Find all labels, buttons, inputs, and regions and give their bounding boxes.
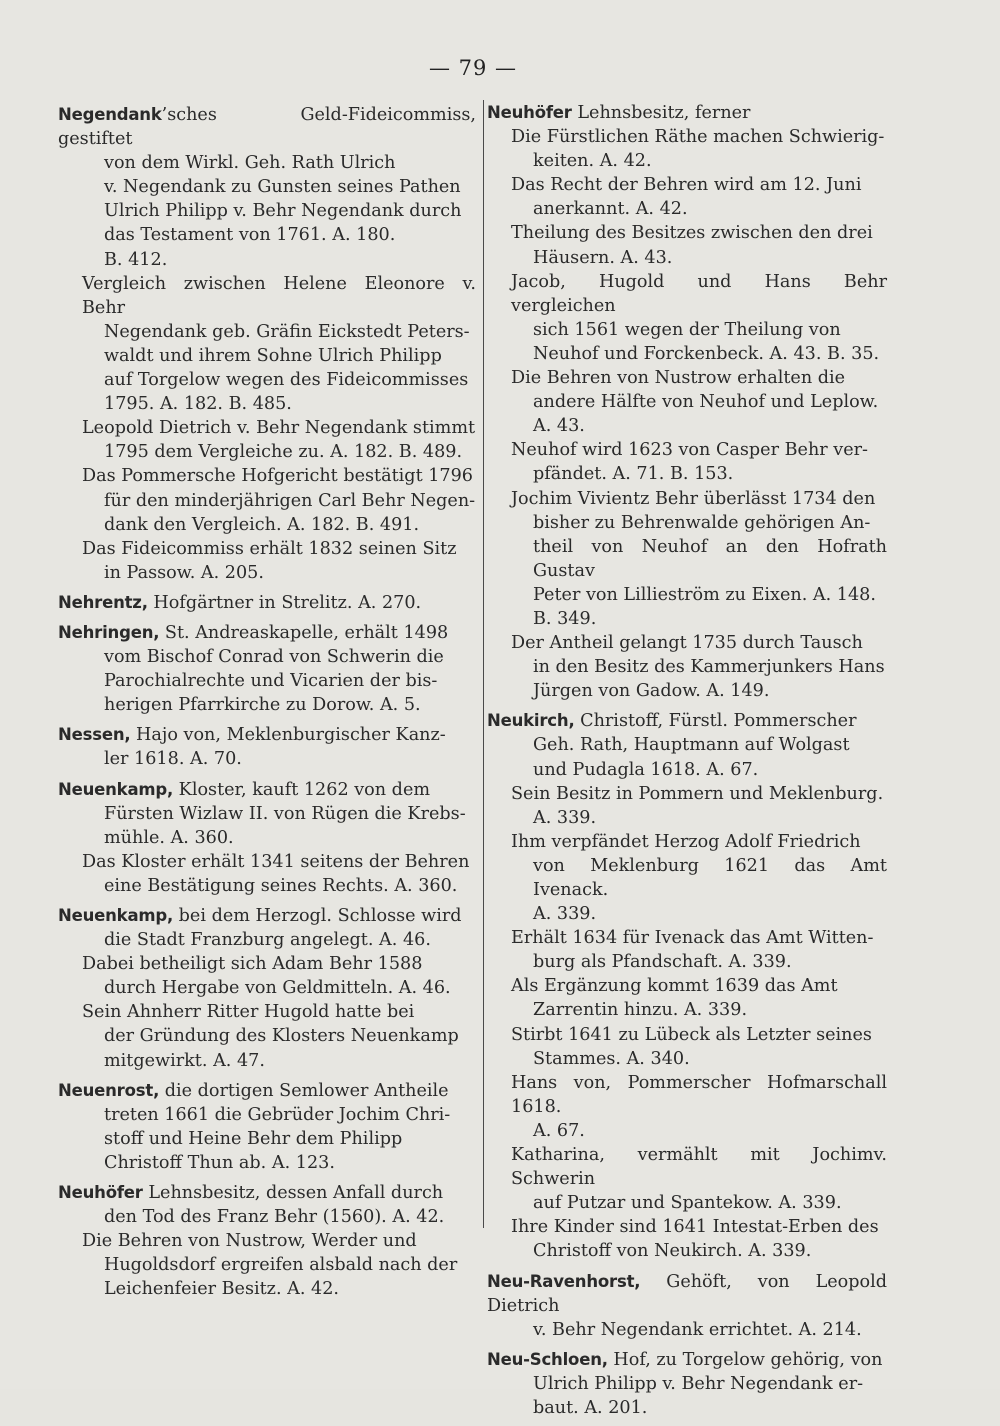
entry-headword: Neuhöfer: [487, 103, 572, 122]
entry-line: v. Behr Negendank errichtet. A. 214.: [533, 1319, 862, 1340]
sub-entry-line: Das Kloster erhält 1341 seitens der Behren: [82, 851, 470, 872]
sub-entry-line: keiten. A. 42.: [533, 151, 652, 172]
sub-entry-line: Ihm verpfändet Herzog Adolf Friedrich: [511, 831, 861, 852]
sub-entry-line: Häusern. A. 43.: [533, 247, 673, 268]
entry-headword: Nehrentz,: [58, 592, 148, 612]
entry-headword: Neu-Ravenhorst,: [487, 1271, 641, 1291]
sub-entry-line: für den minderjährigen Carl Behr Negen-: [104, 490, 476, 511]
sub-entry-line: mitgewirkt. A. 47.: [104, 1050, 265, 1071]
index-entry: [487, 709, 887, 1263]
entry-headword: Neuenkamp,: [58, 906, 174, 925]
entry-line: [58, 904, 476, 928]
left-column: [58, 103, 476, 1308]
entry-line: [58, 103, 476, 151]
sub-entry-line: Erhält 1634 für Ivenack das Amt Witten-: [511, 928, 874, 949]
entry-line: Christoff Thun ab. A. 123.: [104, 1152, 335, 1173]
sub-entry-line: auf Putzar und Spantekow. A. 339.: [533, 1193, 842, 1214]
sub-entry-line: theil von Neuhof an den Hofrath Gustav: [533, 536, 887, 581]
entry-headword: Nessen,: [58, 725, 131, 745]
entry-line: [487, 101, 887, 125]
entry-text: bei dem Herzogl. Schlosse wird: [173, 906, 462, 926]
sub-entry-line: Leopold Dietrich v. Behr Negendank stimmt: [82, 418, 476, 439]
sub-entry-line: A. 339.: [533, 807, 597, 828]
entry-line: den Tod des Franz Behr (1560). A. 42.: [104, 1207, 445, 1228]
entry-text: ’sches Geld-Fideicommiss, gestiftet: [58, 105, 476, 150]
sub-entry-line: Hans von, Pommerscher Hofmarschall 1618.: [511, 1072, 887, 1117]
sub-entry-line: A. 339.: [533, 904, 597, 925]
sub-entry-line: Ihre Kinder sind 1641 Intestat-Erben des: [511, 1217, 879, 1238]
entry-headword: Neuenrost,: [58, 1080, 160, 1100]
sub-entry-line: Das Recht der Behren wird am 12. Juni: [511, 175, 862, 196]
index-entry: [58, 591, 476, 615]
entry-line: die Stadt Franzburg angelegt. A. 46.: [104, 930, 431, 951]
entry-line: mühle. A. 360.: [104, 827, 234, 848]
entry-headword: Negendank: [58, 105, 162, 124]
entry-text: Christoff, Fürstl. Pommerscher: [574, 711, 857, 732]
sub-entry-line: Zarrentin hinzu. A. 339.: [533, 1000, 748, 1021]
sub-entry-line: Die Fürstlichen Räthe machen Schwierig-: [511, 127, 885, 148]
sub-entry-line: Sein Besitz in Pommern und Meklenburg.: [511, 783, 884, 804]
entry-line: und Pudagla 1618. A. 67.: [533, 759, 759, 780]
sub-entry-line: B. 349.: [533, 608, 597, 629]
sub-entry-line: Die Behren von Nustrow, Werder und: [82, 1231, 417, 1252]
entry-headword: Neu-Schloen,: [487, 1349, 608, 1369]
entry-line: [58, 621, 476, 645]
entry-line: ler 1618. A. 70.: [104, 749, 242, 770]
entry-text: Lehnsbesitz, ferner: [571, 103, 751, 123]
sub-entry-line: Neuhof wird 1623 von Casper Behr ver-: [511, 440, 868, 461]
index-entry: [487, 1270, 887, 1342]
entry-line: [58, 591, 476, 615]
sub-entry-line: Peter von Lillieström zu Eixen. A. 148.: [533, 584, 876, 605]
sub-entry-line: andere Hälfte von Neuhof und Leplow.: [533, 392, 879, 413]
entry-line: [487, 1348, 887, 1372]
entry-line: Ulrich Philipp v. Behr Negendank er-: [533, 1373, 864, 1394]
entry-line: Ulrich Philipp v. Behr Negendank durch: [104, 201, 462, 222]
entry-text: St. Andreaskapelle, erhält 1498: [159, 622, 449, 643]
sub-entry-line: von Meklenburg 1621 das Amt Ivenack.: [533, 855, 887, 900]
index-entry: [58, 1079, 476, 1175]
page-number: — 79 —: [428, 56, 518, 80]
sub-entry-line: Jochim Vivientz Behr überlässt 1734 den: [511, 488, 876, 509]
sub-entry-line: bisher zu Behrenwalde gehörigen An-: [533, 512, 871, 533]
sub-entry-line: burg als Pfandschaft. A. 339.: [533, 952, 792, 973]
entry-line: treten 1661 die Gebrüder Jochim Chri-: [104, 1104, 451, 1125]
sub-entry-line: Christoff von Neukirch. A. 339.: [533, 1241, 812, 1262]
index-entry: [58, 1181, 476, 1301]
index-entry: [58, 778, 476, 898]
column-divider: [483, 100, 484, 1228]
sub-entry-line: Dabei betheiligt sich Adam Behr 1588: [82, 954, 423, 975]
entry-headword: Nehringen,: [58, 622, 160, 642]
entry-text: Hof, zu Torgelow gehörig, von: [607, 1349, 883, 1370]
index-entry: [487, 1348, 887, 1420]
sub-entry-line: durch Hergabe von Geldmitteln. A. 46.: [104, 978, 451, 999]
sub-entry-line: Leichenfeier Besitz. A. 42.: [104, 1279, 340, 1300]
entry-headword: Neuenkamp,: [58, 779, 174, 799]
sub-entry-line: auf Torgelow wegen des Fideicommisses: [104, 370, 469, 391]
sub-entry-line: Das Fideicommiss erhält 1832 seinen Sitz: [82, 538, 457, 559]
entry-text: Gehöft, von Leopold Dietrich: [487, 1271, 887, 1316]
entry-line: stoff und Heine Behr dem Philipp: [104, 1128, 403, 1149]
entry-line: baut. A. 201.: [533, 1397, 648, 1418]
sub-entry-line: Katharina, vermählt mit Jochimv. Schwerin: [511, 1145, 887, 1190]
entry-line: herigen Pfarrkirche zu Dorow. A. 5.: [104, 695, 421, 716]
sub-entry-line: Das Pommersche Hofgericht bestätigt 1796: [82, 466, 474, 487]
index-entry: [58, 723, 476, 771]
sub-entry-line: Vergleich zwischen Helene Eleonore v. Behr: [82, 273, 476, 318]
entry-line: Fürsten Wizlaw II. von Rügen die Krebs-: [104, 803, 466, 824]
sub-entry-line: A. 43.: [533, 416, 585, 437]
entry-line: B. 412.: [104, 249, 168, 270]
sub-entry-line: 1795 dem Vergleiche zu. A. 182. B. 489.: [104, 442, 463, 463]
entry-line: das Testament von 1761. A. 180.: [104, 225, 396, 246]
entry-line: [487, 1270, 887, 1318]
sub-entry-line: dank den Vergleich. A. 182. B. 491.: [104, 514, 420, 535]
index-entry: [487, 101, 887, 703]
entry-line: Geh. Rath, Hauptmann auf Wolgast: [533, 735, 850, 756]
entry-line: [58, 778, 476, 802]
sub-entry-line: Als Ergänzung kommt 1639 das Amt: [511, 976, 838, 997]
sub-entry-line: waldt und ihrem Sohne Ulrich Philipp: [104, 345, 442, 366]
entry-text: Hajo von, Meklenburgischer Kanz-: [130, 725, 446, 746]
sub-entry-line: pfändet. A. 71. B. 153.: [533, 464, 734, 485]
entry-line: von dem Wirkl. Geh. Rath Ulrich: [104, 153, 396, 174]
sub-entry-line: A. 67.: [533, 1120, 585, 1141]
sub-entry-line: Stammes. A. 340.: [533, 1048, 690, 1069]
sub-entry-line: Neuhof und Forckenbeck. A. 43. B. 35.: [533, 343, 880, 364]
sub-entry-line: Stirbt 1641 zu Lübeck als Letzter seines: [511, 1024, 872, 1045]
sub-entry-line: Jacob, Hugold und Hans Behr vergleichen: [511, 271, 887, 316]
index-entry: [58, 904, 476, 1073]
entry-line: Parochialrechte und Vicarien der bis-: [104, 671, 438, 692]
entry-line: [58, 1181, 476, 1205]
right-column: [487, 101, 887, 1426]
entry-line: [58, 723, 476, 747]
sub-entry-line: Jürgen von Gadow. A. 149.: [533, 681, 770, 702]
sub-entry-line: Negendank geb. Gräfin Eickstedt Peters-: [104, 321, 470, 342]
sub-entry-line: sich 1561 wegen der Theilung von: [533, 319, 841, 340]
entry-text: die dortigen Semlower Antheile: [159, 1080, 449, 1101]
sub-entry-line: Sein Ahnherr Ritter Hugold hatte bei: [82, 1002, 415, 1023]
index-entry: [58, 621, 476, 717]
entry-line: v. Negendank zu Gunsten seines Pathen: [104, 177, 461, 198]
entry-headword: Neuhöfer: [58, 1183, 143, 1203]
sub-entry-line: Der Antheil gelangt 1735 durch Tausch: [511, 633, 863, 654]
entry-line: [487, 709, 887, 733]
entry-text: Lehnsbesitz, dessen Anfall durch: [142, 1183, 444, 1204]
sub-entry-line: in den Besitz des Kammerjunkers Hans: [533, 657, 885, 678]
sub-entry-line: Hugoldsdorf ergreifen alsbald nach der: [104, 1255, 458, 1276]
sub-entry-line: der Gründung des Klosters Neuenkamp: [104, 1026, 459, 1047]
sub-entry-line: Theilung des Besitzes zwischen den drei: [511, 223, 873, 244]
entry-line: [58, 1079, 476, 1103]
entry-headword: Neukirch,: [487, 711, 575, 731]
entry-line: vom Bischof Conrad von Schwerin die: [104, 647, 444, 668]
index-entry: [58, 103, 476, 585]
sub-entry-line: anerkannt. A. 42.: [533, 199, 688, 220]
sub-entry-line: eine Bestätigung seines Rechts. A. 360.: [104, 875, 458, 896]
sub-entry-line: 1795. A. 182. B. 485.: [104, 394, 292, 415]
entry-text: Kloster, kauft 1262 von dem: [173, 779, 431, 800]
sub-entry-line: in Passow. A. 205.: [104, 562, 264, 583]
sub-entry-line: Die Behren von Nustrow erhalten die: [511, 368, 846, 389]
entry-text: Hofgärtner in Strelitz. A. 270.: [147, 592, 422, 613]
